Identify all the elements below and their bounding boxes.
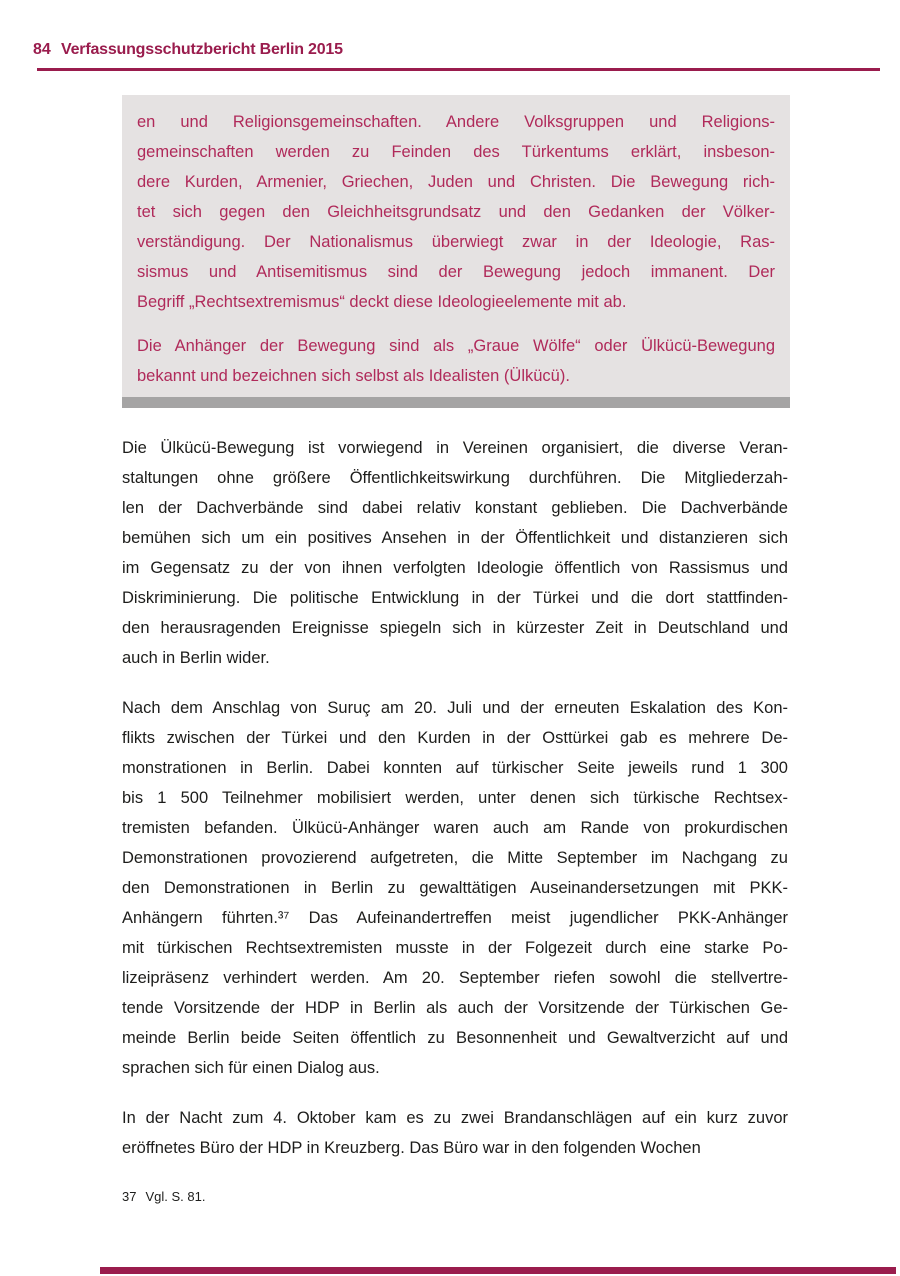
text-line: den Demonstrationen in Berlin zu gewalttätigen Auseinandersetzungen mit PKK- bbox=[122, 879, 788, 897]
text-line: Anhängern führten.³⁷ Das Aufeinandertreffen meist jugendlicher PKK-Anhänger bbox=[122, 909, 788, 927]
body-text bbox=[122, 433, 788, 1163]
text-line: Begriff „Rechtsextremismus“ deckt diese Ideologieelemente mit ab. bbox=[137, 293, 627, 311]
text-line: eröffnetes Büro der HDP in Kreuzberg. Das Büro war in den folgenden Wochen bbox=[122, 1139, 701, 1157]
text-line: Demonstrationen provozierend aufgetreten, die Mitte September im Nachgang zu bbox=[122, 849, 788, 867]
footnote-number: 37 bbox=[122, 1189, 137, 1204]
text-line: staltungen ohne größere Öffentlichkeitswirkung durchführen. Die Mitgliederzah- bbox=[122, 469, 788, 487]
text-line: sprachen sich für einen Dialog aus. bbox=[122, 1059, 380, 1077]
text-line: en und Religionsgemeinschaften. Andere Volksgruppen und Religions- bbox=[137, 113, 775, 131]
text-line: Nach dem Anschlag von Suruç am 20. Juli und der erneuten Eskalation des Kon- bbox=[122, 699, 788, 717]
header-title: Verfassungsschutzbericht Berlin 2015 bbox=[61, 41, 343, 58]
highlight-box-content bbox=[122, 95, 790, 397]
footnote-text: Vgl. S. 81. bbox=[145, 1189, 206, 1204]
text-line: sismus und Antisemitismus sind der Bewegung jedoch immanent. Der bbox=[137, 263, 775, 281]
text-line: Die Ülkücü-Bewegung ist vorwiegend in Vereinen organisiert, die diverse Veran- bbox=[122, 439, 788, 457]
footer-bar bbox=[100, 1267, 896, 1274]
highlight-box-bottom-bar bbox=[122, 397, 790, 408]
text-line: gemeinschaften werden zu Feinden des Türkentums erklärt, insbeson- bbox=[137, 143, 775, 161]
body-paragraph bbox=[122, 433, 788, 673]
highlight-box-paragraph bbox=[137, 331, 775, 391]
text-line: bis 1 500 Teilnehmer mobilisiert werden, unter denen sich türkische Rechtsex- bbox=[122, 789, 788, 807]
page-number: 84 bbox=[33, 41, 51, 58]
text-line: tet sich gegen den Gleichheitsgrundsatz und den Gedanken der Völker- bbox=[137, 203, 775, 221]
text-line: auch in Berlin wider. bbox=[122, 649, 270, 667]
text-line: flikts zwischen der Türkei und den Kurden in der Osttürkei gab es mehrere De- bbox=[122, 729, 788, 747]
body-paragraph bbox=[122, 693, 788, 1083]
text-line: Diskriminierung. Die politische Entwicklung in der Türkei und die dort stattfinden- bbox=[122, 589, 788, 607]
highlight-box-paragraph bbox=[137, 107, 775, 317]
header-rule bbox=[37, 68, 880, 71]
text-line: im Gegensatz zu der von ihnen verfolgten Ideologie öffentlich von Rassismus und bbox=[122, 559, 788, 577]
text-line: bekannt und bezeichnen sich selbst als Idealisten (Ülkücü). bbox=[137, 367, 570, 385]
body-paragraph bbox=[122, 1103, 788, 1163]
text-line: dere Kurden, Armenier, Griechen, Juden und Christen. Die Bewegung rich- bbox=[137, 173, 775, 191]
text-line: mit türkischen Rechtsextremisten musste in der Folgezeit durch eine starke Po- bbox=[122, 939, 788, 957]
text-line: tremisten befanden. Ülkücü-Anhänger waren auch am Rande von prokurdischen bbox=[122, 819, 788, 837]
text-line: verständigung. Der Nationalismus überwiegt zwar in der Ideologie, Ras- bbox=[137, 233, 775, 251]
text-line: bemühen sich um ein positives Ansehen in der Öffentlichkeit und distanzieren sich bbox=[122, 529, 788, 547]
page-header bbox=[0, 0, 900, 80]
text-line: meinde Berlin beide Seiten öffentlich zu Besonnenheit und Gewaltverzicht auf und bbox=[122, 1029, 788, 1047]
footnote bbox=[122, 1189, 205, 1204]
text-line: In der Nacht zum 4. Oktober kam es zu zwei Brandanschlägen auf ein kurz zuvor bbox=[122, 1109, 788, 1127]
text-line: Die Anhänger der Bewegung sind als „Graue Wölfe“ oder Ülkücü-Bewegung bbox=[137, 337, 775, 355]
text-line: len der Dachverbände sind dabei relativ konstant geblieben. Die Dachverbände bbox=[122, 499, 788, 517]
text-line: den herausragenden Ereignisse spiegeln sich in kürzester Zeit in Deutschland und bbox=[122, 619, 788, 637]
highlight-box bbox=[122, 95, 790, 408]
text-line: lizeipräsenz verhindert werden. Am 20. September riefen sowohl die stellvertre- bbox=[122, 969, 788, 987]
text-line: tende Vorsitzende der HDP in Berlin als auch der Vorsitzende der Türkischen Ge- bbox=[122, 999, 788, 1017]
text-line: monstrationen in Berlin. Dabei konnten auf türkischer Seite jeweils rund 1 300 bbox=[122, 759, 788, 777]
